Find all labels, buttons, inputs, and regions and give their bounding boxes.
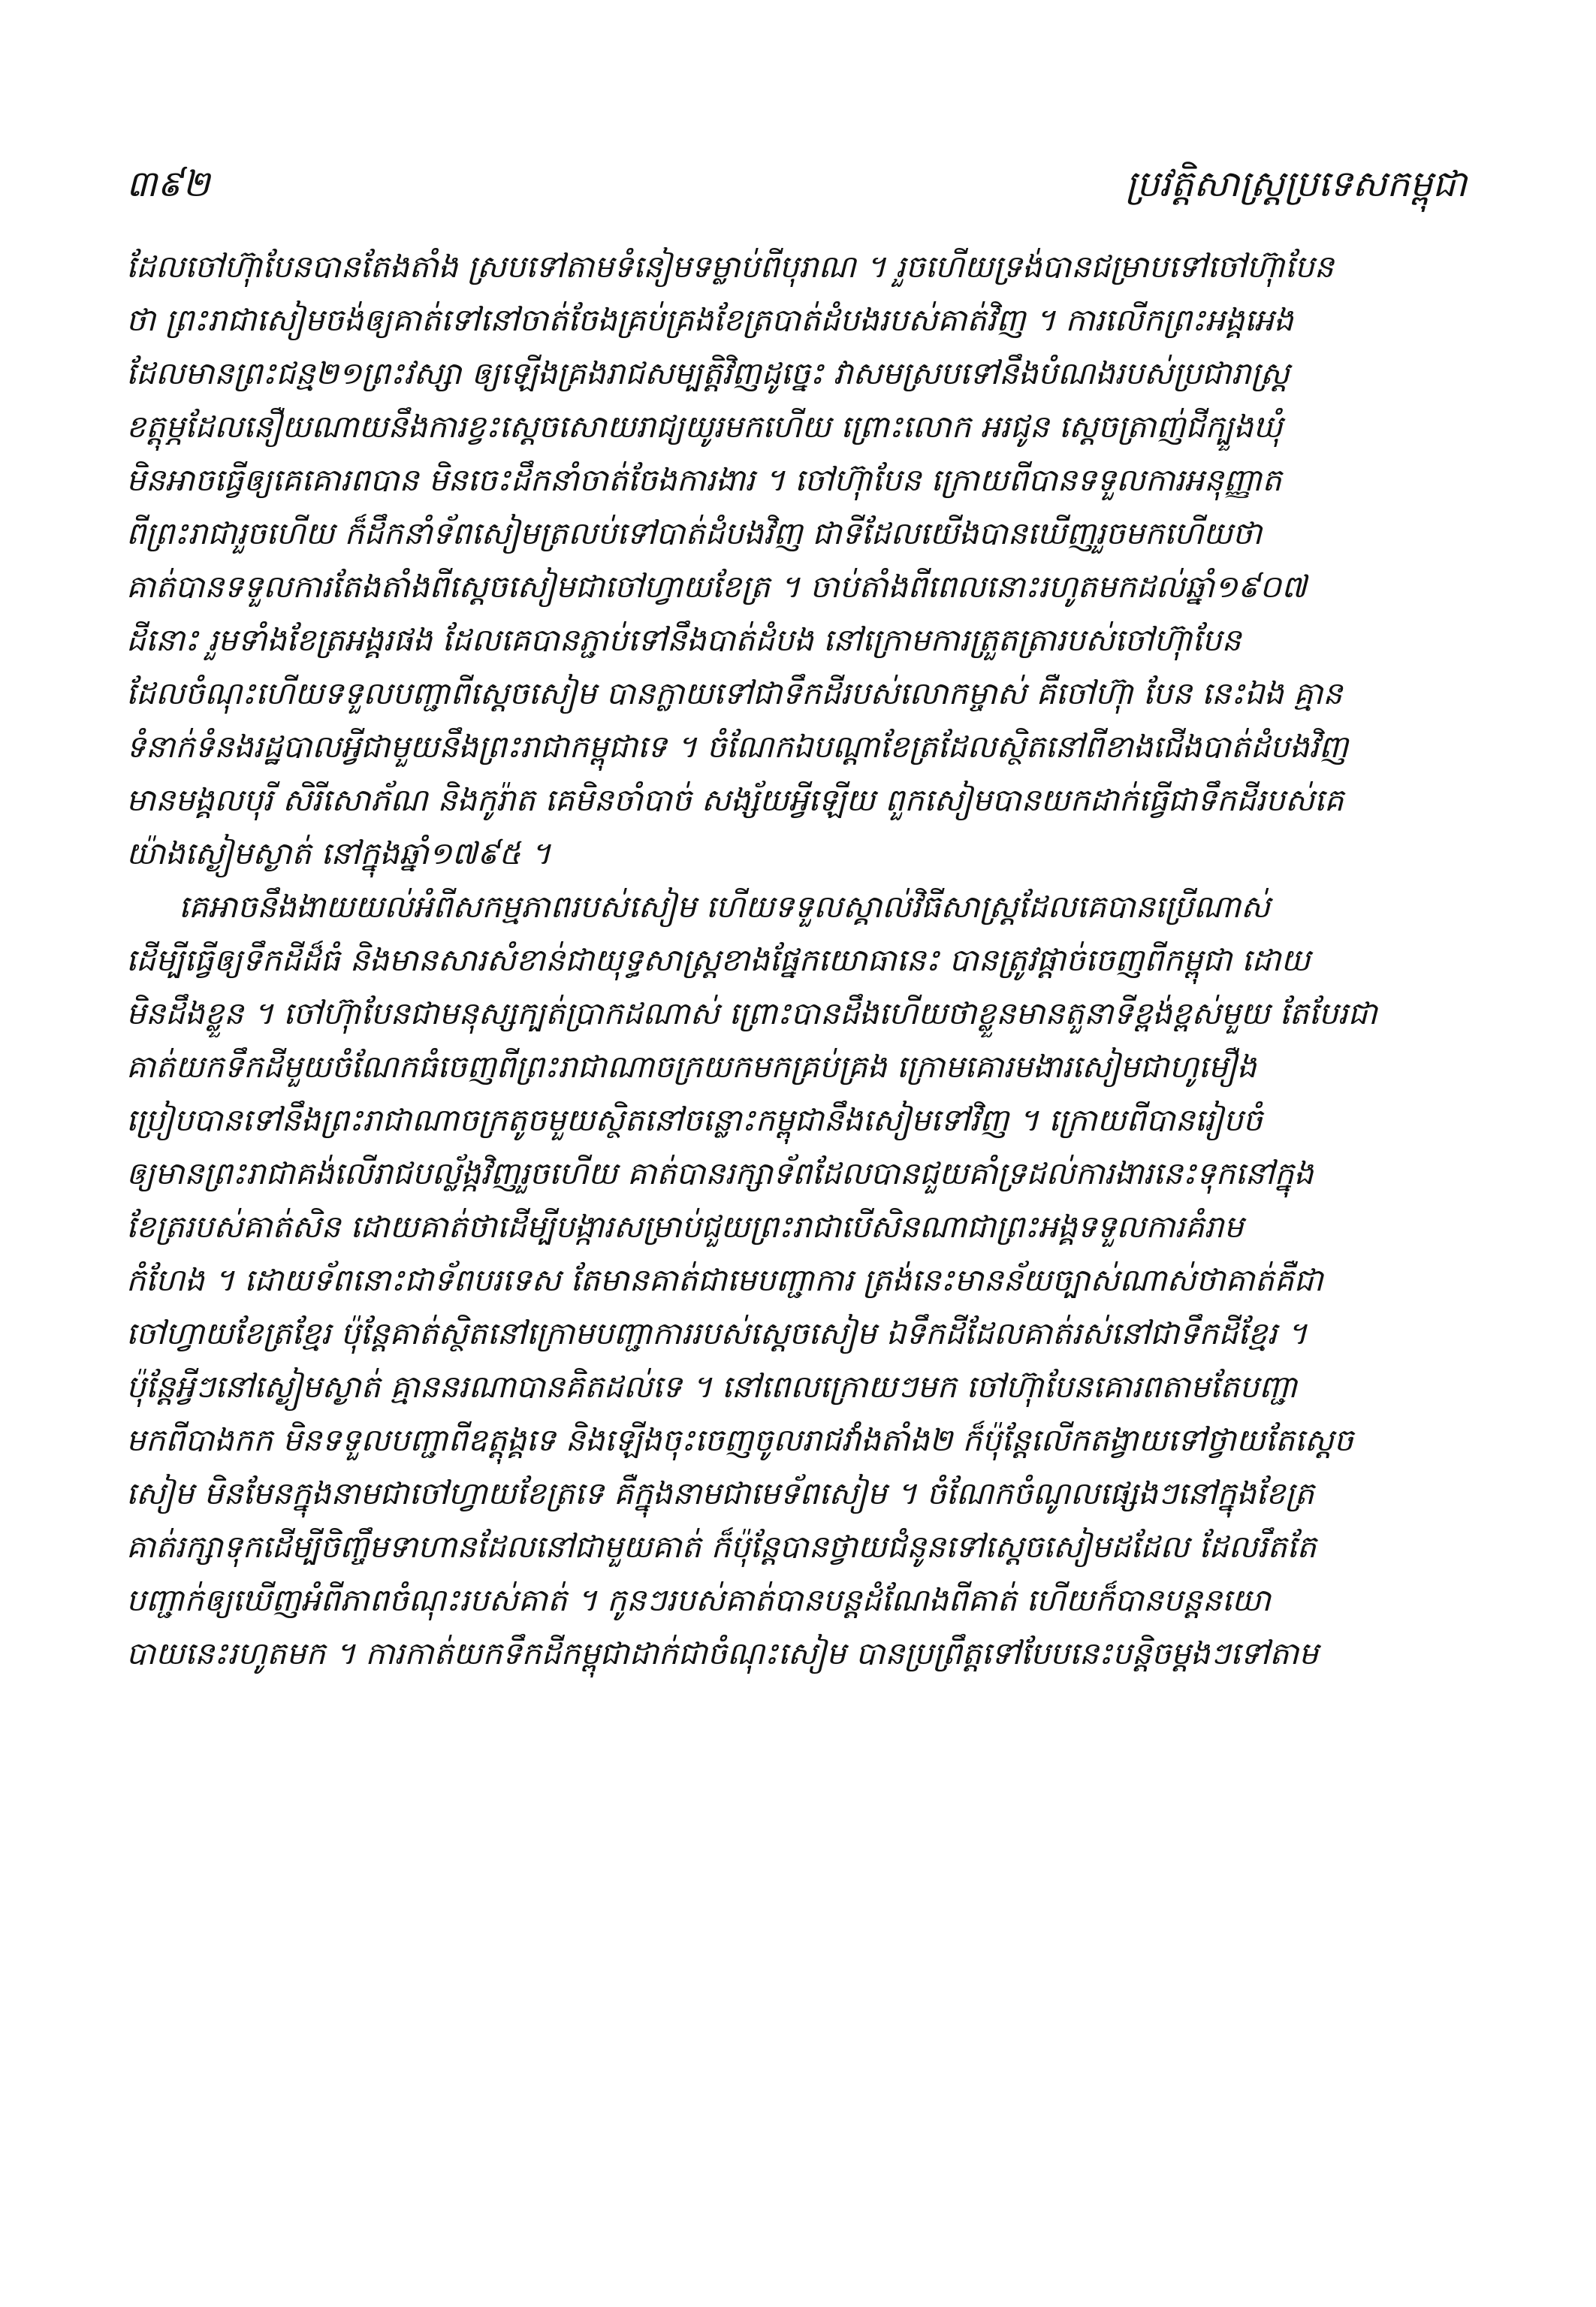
text-line: ដែលចៅហ៊ុាបែនបានតែងតាំង ស្របទៅតាមទំនៀមទម្លាប់ពីបុរាណ ។ រួចហើយទ្រង់បានជម្រាបទៅចៅហ៊ុាបែន: [126, 249, 1334, 285]
text-line: បញ្ជាក់ឲ្យឃើញអំពីភាពចំណុះរបស់គាត់ ។ កូនៗរបស់គាត់បានបន្តដំណែងពីគាត់ ហើយក៏បានបន្តនយោ: [126, 1582, 1271, 1618]
text-line: គេអាចនឹងងាយយល់អំពីសកម្មភាពរបស់សៀម ហើយទទួលស្គាល់វិធីសាស្ត្រដែលគេបានប្រើណាស់: [179, 889, 1271, 925]
text-line: ខត្តុម្ភដែលនឿយណាយនឹងការខ្វះស្តេចសោយរាជ្យយូរមកហើយ ព្រោះលោក អរជូន ស្តេចត្រាញ់ជីក្បួងឃុំ: [126, 409, 1283, 445]
paragraph: [126, 240, 1467, 880]
page-number: ៣៩២: [126, 163, 210, 205]
text-line: ថា ព្រះរាជាសៀមចង់ឲ្យគាត់ទៅនៅចាត់ចែងគ្រប់គ្រងខែត្របាត់ដំបងរបស់គាត់វិញ ។ ការលើកព្រះអង្គអេង: [126, 302, 1293, 338]
text-line: ប៉ុន្តែអ្វីៗនៅស្ងៀមស្ងាត់ គ្មាននរណាបានគិតដល់ទេ ។ នៅពេលក្រោយៗមក ចៅហ៊ុាបែនគោរពតាមតែបញ្ជា: [126, 1369, 1298, 1405]
text-line: គាត់រក្សាទុកដើម្បីចិញ្ចឹមទាហានដែលនៅជាមួយគាត់ ក៏ប៉ុន្តែបានថ្វាយជំនូនទៅស្តេចសៀមដដែល ដែលរឹតតែ: [126, 1529, 1317, 1565]
text-line: មកពីបាងកក មិនទទួលបញ្ជាពីឧត្តុង្គទេ និងឡើងចុះចេញចូលរាជវាំងតាំង២ ក៏ប៉ុន្តែលើកតង្វាយទៅថ្វាយតែស្តេច: [126, 1422, 1353, 1458]
text-line: ឲ្យមានព្រះរាជាគង់លើរាជបល្ល័ង្កវិញរួចហើយ គាត់បានរក្សាទ័ពដែលបានជួយគាំទ្រដល់ការងារនេះទុកនៅក្នុង: [126, 1155, 1314, 1191]
text-line: មិនអាចធ្វើឲ្យគេគោរពបាន មិនចេះដឹកនាំចាត់ចែងការងារ ។ ចៅហ៊ុាបែន ក្រោយពីបានទទួលការអនុញ្ញាត: [126, 462, 1282, 498]
text-line: ដីនោះ រួមទាំងខែត្រអង្គរផង ដែលគេបានភ្ជាប់ទៅនឹងបាត់ដំបង នៅក្រោមការត្រួតត្រារបស់ចៅហ៊ុាបែន: [126, 622, 1242, 658]
text-line: យ៉ាងស្ងៀមស្ងាត់ នៅក្នុងឆ្នាំ១៧៩៥ ។: [126, 835, 551, 871]
text-line: គាត់យកទឹកដីមួយចំណែកធំចេញពីព្រះរាជាណាចក្រយកមកគ្រប់គ្រង ក្រោមគោរមងារសៀមជាហូមឿង: [126, 1049, 1257, 1085]
text-line: ចៅហ្វាយខែត្រខ្មែរ ប៉ុន្តែគាត់ស្ថិតនៅក្រោមបញ្ជាការរបស់ស្តេចសៀម ឯទឹកដីដែលគាត់រស់នៅជាទឹកដីខ្មែរ ។: [126, 1315, 1308, 1351]
page-header: [126, 162, 1467, 222]
running-title: ប្រវត្តិសាស្ត្រប្រទេសកម្ពុជា: [1125, 163, 1467, 205]
text-line: ទំនាក់ទំនងរដ្ឋបាលអ្វីជាមួយនឹងព្រះរាជាកម្ពុជាទេ ។ ចំណែកឯបណ្តាខែត្រដែលស្ថិតនៅពីខាងជើងបាត់ដំបងវិញ: [126, 729, 1349, 765]
text-line: ដែលមានព្រះជន្ម២១ព្រះវស្សា ឲ្យឡើងគ្រងរាជសម្បត្តិវិញដូច្នេះ វាសមស្របទៅនឹងបំណងរបស់ប្រជារាស្ត្រ: [126, 355, 1290, 391]
text-line: បាយនេះរហូតមក ។ ការកាត់យកទឹកដីកម្ពុជាដាក់ជាចំណុះសៀម បានប្រព្រឹត្តទៅបែបនេះបន្តិចម្តងៗទៅតាម: [126, 1635, 1319, 1671]
text-line: ពីព្រះរាជារួចហើយ ក៏ដឹកនាំទ័ពសៀមត្រលប់ទៅបាត់ដំបងវិញ ជាទីដែលយើងបានឃើញរួចមកហើយថា: [126, 515, 1263, 551]
text-line: ខែត្ររបស់គាត់សិន ដោយគាត់ថាដើម្បីបង្ការសម្រាប់ជួយព្រះរាជាបើសិនណាជាព្រះអង្គទទួលការគំរាម: [126, 1209, 1244, 1245]
body-text: [126, 240, 1467, 1680]
text-line: ប្រៀបបានទៅនឹងព្រះរាជាណាចក្រតូចមួយស្ថិតនៅចន្លោះកម្ពុជានឹងសៀមទៅវិញ ។ ក្រោយពីបានរៀបចំ: [126, 1102, 1263, 1138]
paragraph: [126, 880, 1467, 1680]
text-line: ដើម្បីធ្វើឲ្យទឹកដីដ៏ធំ និងមានសារសំខាន់ជាយុទ្ធសាស្ត្រខាងផ្នែកយោធានេះ បានត្រូវផ្តាច់ចេញពីកម្ពុជា ដោយ: [126, 942, 1311, 978]
text-line: សៀម មិនមែនក្នុងនាមជាចៅហ្វាយខែត្រទេ គឺក្នុងនាមជាមេទ័ពសៀម ។ ចំណែកចំណូលផ្សេងៗនៅក្នុងខែត្រ: [126, 1475, 1314, 1511]
text-line: គាត់បានទទួលការតែងតាំងពីស្តេចសៀមជាចៅហ្វាយខែត្រ ។ ចាប់តាំងពីពេលនោះរហូតមកដល់ឆ្នាំ១៩០៧: [126, 569, 1307, 605]
text-line: កំហែង ។ ដោយទ័ពនោះជាទ័ពបរទេស តែមានគាត់ជាមេបញ្ជាការ ត្រង់នេះមានន័យច្បាស់ណាស់ថាគាត់គឺជា: [126, 1262, 1323, 1298]
text-line: ដែលចំណុះហើយទទួលបញ្ជាពីស្តេចសៀម បានក្លាយទៅជាទឹកដីរបស់លោកម្ចាស់ គឺចៅហ៊ុា បែន នេះឯង គ្មាន: [126, 675, 1343, 711]
text-line: មានមង្គលបុរី សិរីសោភ័ណ និងកូរ៉ាត គេមិនចាំបាច់ សង្ស័យអ្វីឡើយ ពួកសៀមបានយកដាក់ធ្វើជាទឹកដីរបស់គេ: [126, 782, 1344, 818]
text-line: មិនដឹងខ្លួន ។ ចៅហ៊ុាបែនជាមនុស្សក្បត់ប្រាកដណាស់ ព្រោះបានដឹងហើយថាខ្លួនមានតួនាទីខ្ពង់ខ្ពស់មួយ តែបែរជា: [126, 995, 1377, 1031]
